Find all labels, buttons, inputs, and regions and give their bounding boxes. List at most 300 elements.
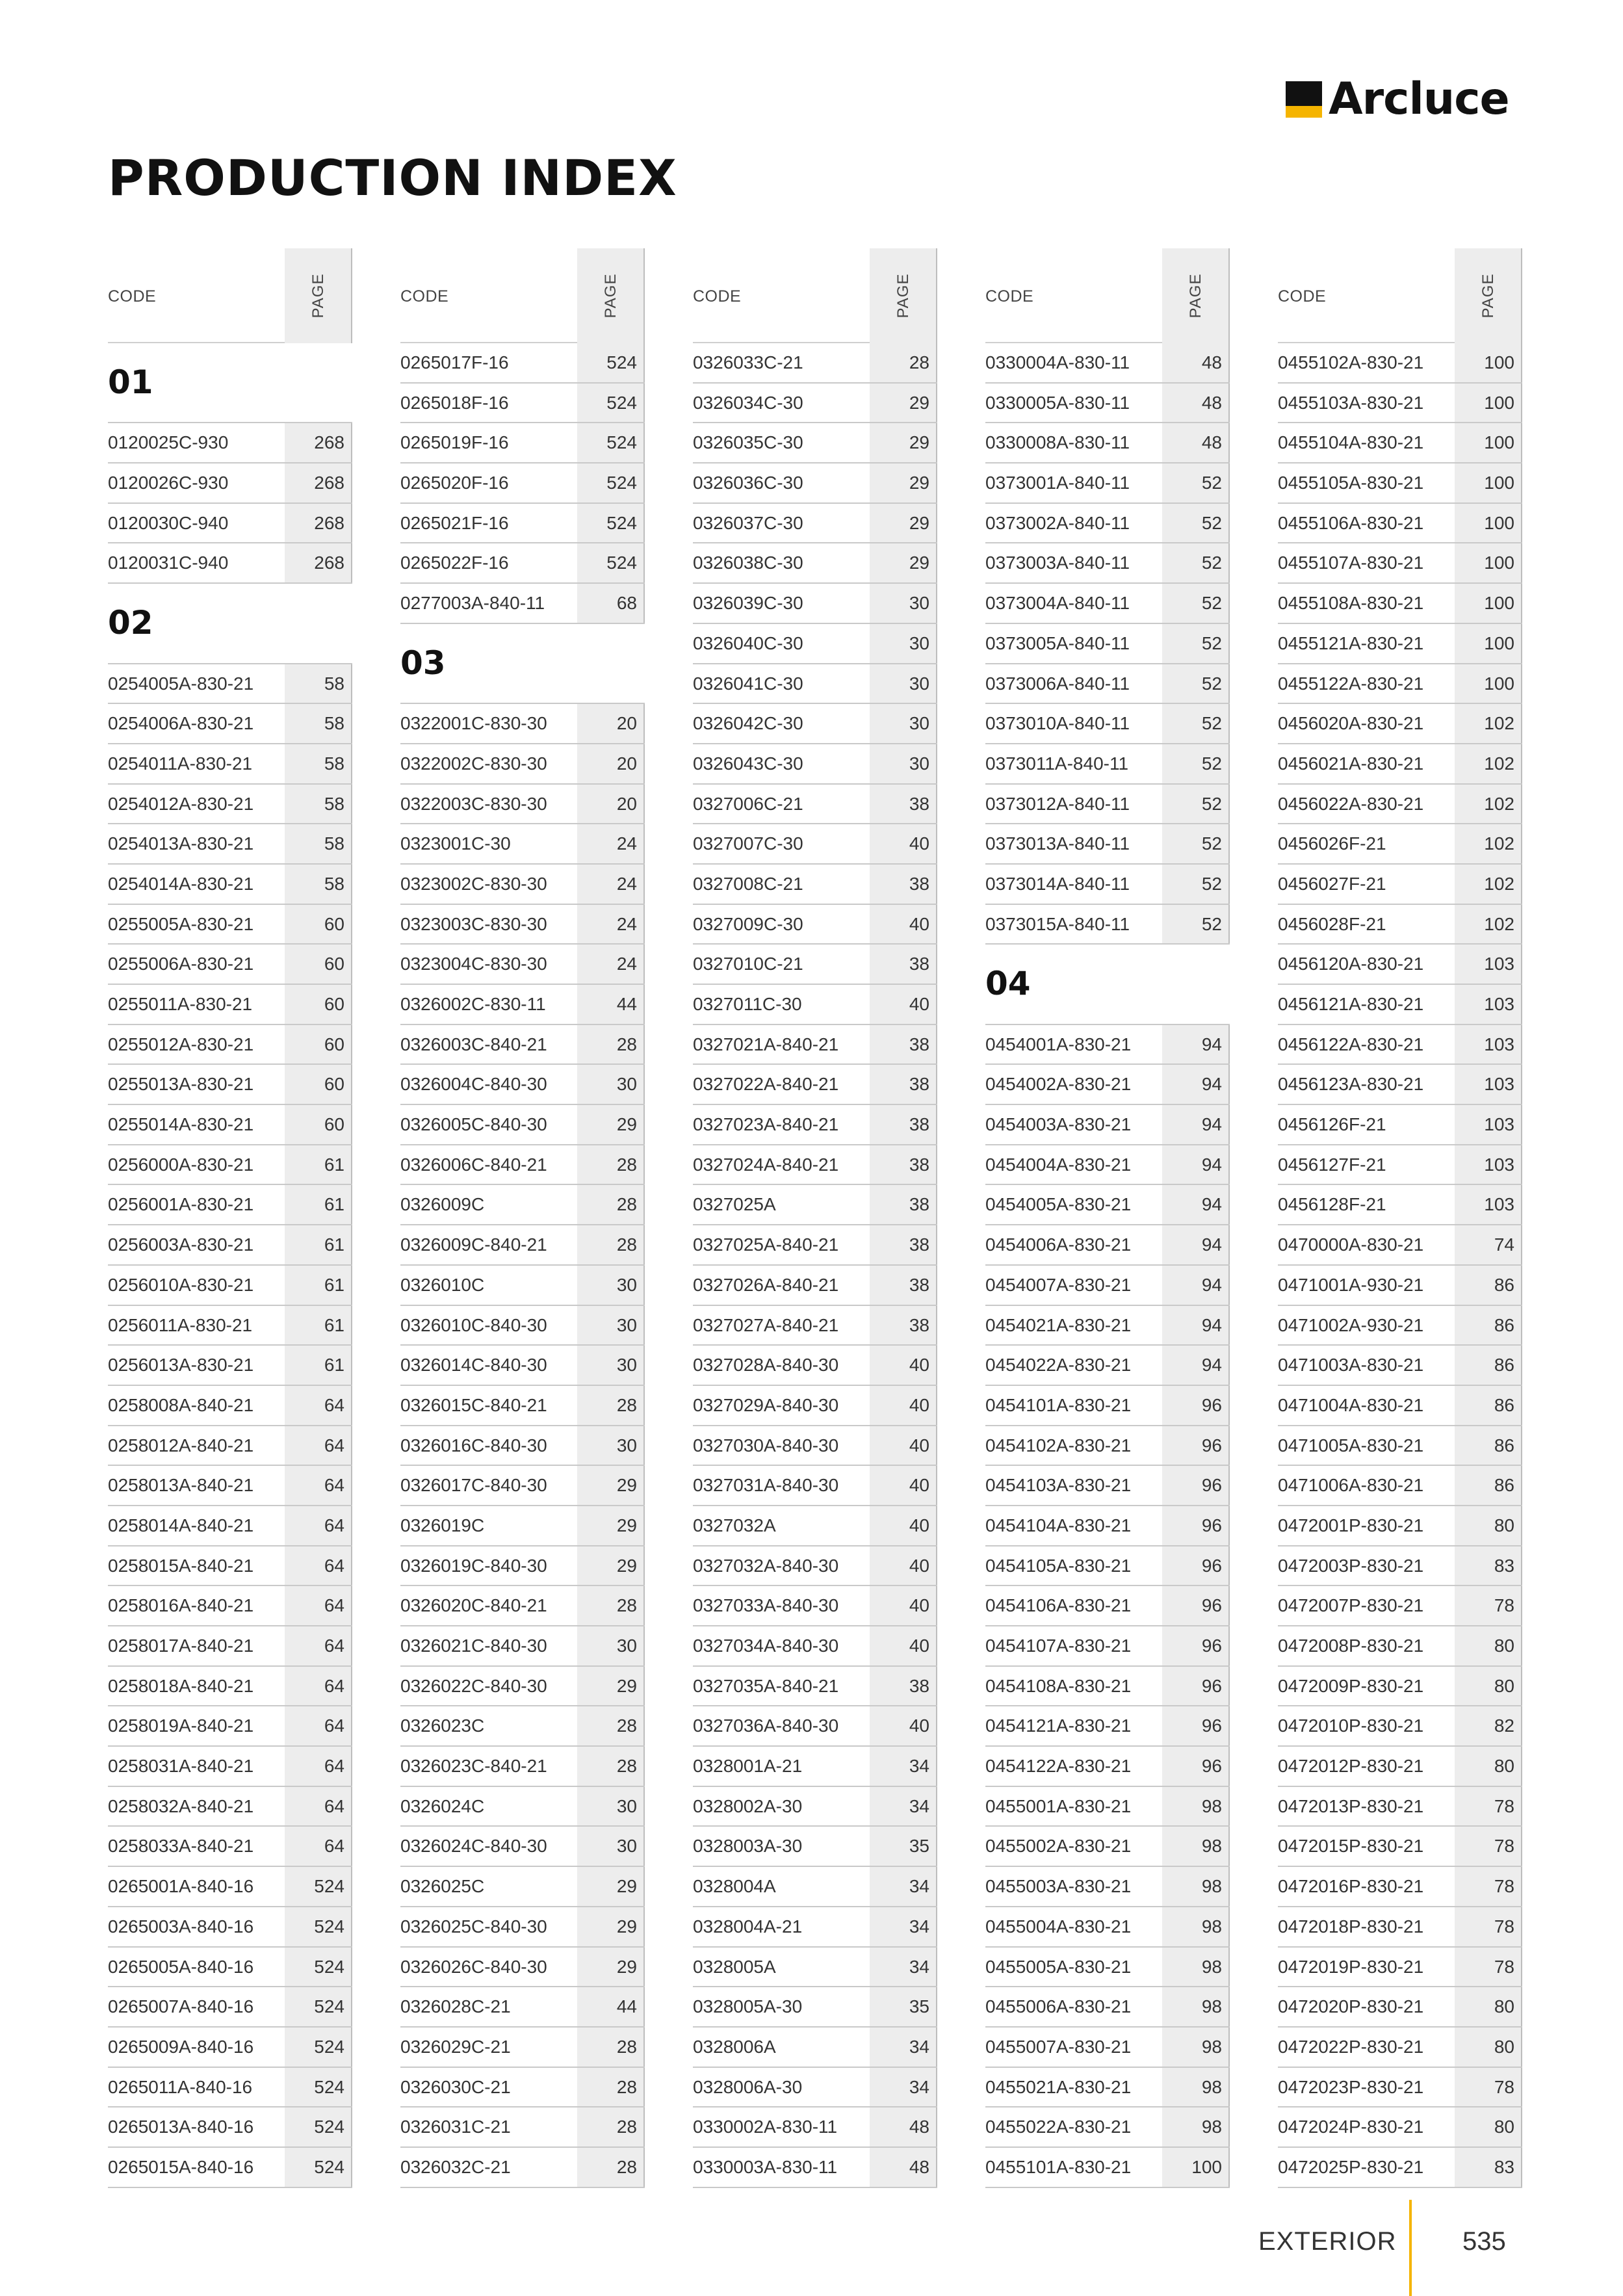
page-ref: 524 [577,463,645,502]
index-columns [108,248,1522,2196]
product-code: 0472012P-830-21 [1278,1756,1424,1777]
product-code: 0472022P-830-21 [1278,2036,1424,2057]
page-ref: 64 [285,1426,352,1465]
index-row [985,1787,1230,1827]
index-row [693,384,937,424]
page-header-label: PAGE [1479,273,1497,319]
page-ref: 38 [870,1025,937,1064]
page-ref: 30 [577,1626,645,1665]
product-code: 0327034A-840-30 [693,1636,839,1656]
index-rows [985,343,1230,2188]
product-code: 0455101A-830-21 [985,2156,1132,2177]
product-code: 0265001A-840-16 [108,1876,254,1897]
product-code: 0277003A-840-11 [400,593,545,614]
page-ref: 60 [285,945,352,984]
product-code: 0471003A-830-21 [1278,1355,1424,1376]
index-row [985,1145,1230,1186]
index-row [1278,865,1522,905]
page-header-label: PAGE [1187,273,1204,319]
page-ref: 103 [1455,1065,1522,1104]
product-code: 0326025C [400,1876,485,1897]
page-ref: 103 [1455,985,1522,1024]
product-code: 0327006C-21 [693,793,803,814]
index-row [108,2068,352,2108]
index-row [400,1667,645,1707]
page-ref: 52 [1162,785,1230,824]
page-ref: 78 [1455,1867,1522,1906]
product-code: 0456126F-21 [1278,1114,1386,1135]
index-row [985,1506,1230,1546]
page-ref: 94 [1162,1105,1230,1144]
page-ref: 102 [1455,865,1522,904]
page-ref: 98 [1162,2068,1230,2107]
index-row [693,463,937,504]
page-ref: 83 [1455,2148,1522,2187]
page-ref: 40 [870,1586,937,1625]
product-code: 0120026C-930 [108,473,229,493]
index-column-5 [1278,248,1522,2188]
product-code: 0471006A-830-21 [1278,1475,1424,1496]
page-ref: 38 [870,1105,937,1144]
index-row [1278,1787,1522,1827]
index-row [1278,1546,1522,1587]
index-row [985,664,1230,705]
page-ref: 78 [1455,1948,1522,1987]
page-ref: 103 [1455,1025,1522,1064]
product-code: 0472018P-830-21 [1278,1916,1424,1937]
product-code: 0326031C-21 [400,2117,511,2137]
product-code: 0373014A-840-11 [985,873,1130,894]
product-code: 0322001C-830-30 [400,713,547,734]
index-row [108,1306,352,1346]
index-row [400,1907,645,1948]
page-ref: 94 [1162,1266,1230,1305]
page-ref: 28 [577,1706,645,1745]
product-code: 0472008P-830-21 [1278,1636,1424,1656]
page-ref: 20 [577,704,645,743]
index-row [108,504,352,544]
index-row [108,2028,352,2068]
page-ref: 28 [577,1025,645,1064]
index-row [1278,1867,1522,1907]
page-ref: 28 [577,1185,645,1224]
product-code: 0326040C-30 [693,633,803,653]
product-code: 0327008C-21 [693,873,803,894]
product-code: 0328003A-30 [693,1836,803,1857]
brand-name: Arcluce [1329,73,1509,125]
product-code: 0258017A-840-21 [108,1636,254,1656]
page-ref: 86 [1455,1426,1522,1465]
page-ref: 98 [1162,1907,1230,1946]
page-ref: 28 [577,2028,645,2067]
page-ref: 64 [285,1506,352,1545]
page-ref: 96 [1162,1466,1230,1505]
index-row [108,1667,352,1707]
page-ref: 29 [577,1867,645,1906]
product-code: 0373013A-840-11 [985,833,1130,854]
index-row [985,1626,1230,1667]
product-code: 0456123A-830-21 [1278,1074,1424,1095]
page-ref: 268 [285,504,352,543]
page-ref: 268 [285,543,352,582]
product-code: 0120030C-940 [108,512,229,533]
page-ref: 98 [1162,1948,1230,1987]
index-row [985,1867,1230,1907]
index-row [400,384,645,424]
index-row [108,785,352,825]
product-code: 0326041C-30 [693,673,803,694]
page-ref: 78 [1455,2068,1522,2107]
column-header [693,248,937,343]
product-code: 0256000A-830-21 [108,1154,254,1175]
page-ref: 30 [577,1306,645,1345]
page-ref: 48 [870,2107,937,2146]
page-ref: 60 [285,1105,352,1144]
page-ref: 100 [1455,423,1522,462]
index-row [985,1706,1230,1747]
index-row [1278,624,1522,664]
product-code: 0454122A-830-21 [985,1756,1132,1777]
index-row [985,1667,1230,1707]
index-row [985,1466,1230,1506]
product-code: 0326017C-840-30 [400,1475,547,1496]
page-ref: 86 [1455,1266,1522,1305]
page-ref: 38 [870,1667,937,1706]
product-code: 0327009C-30 [693,913,803,934]
page-header [577,248,645,343]
product-code: 0328001A-21 [693,1756,803,1777]
logo-mark-icon [1286,81,1322,118]
page-ref: 524 [577,384,645,423]
page-ref: 94 [1162,1225,1230,1264]
index-row [693,1787,937,1827]
index-row [400,543,645,584]
product-code: 0256013A-830-21 [108,1355,254,1376]
index-row [985,1306,1230,1346]
index-row [693,1948,937,1988]
index-row [400,463,645,504]
page-ref: 28 [577,1586,645,1625]
page-ref: 80 [1455,2028,1522,2067]
page-ref: 29 [577,1105,645,1144]
page-ref: 82 [1455,1706,1522,1745]
index-row [400,1065,645,1105]
product-code: 0326042C-30 [693,713,803,734]
product-code: 0265007A-840-16 [108,1996,254,2017]
page-ref: 80 [1455,1626,1522,1665]
product-code: 0455004A-830-21 [985,1916,1132,1937]
product-code: 0326032C-21 [400,2156,511,2177]
product-code: 0265022F-16 [400,553,509,573]
index-row [985,624,1230,664]
index-row [1278,704,1522,744]
page-ref: 28 [577,2068,645,2107]
page-ref: 78 [1455,1907,1522,1946]
page-ref: 103 [1455,1145,1522,1184]
index-row [108,1065,352,1105]
product-code: 0455108A-830-21 [1278,593,1424,614]
page-ref: 20 [577,744,645,783]
product-code: 0323002C-830-30 [400,873,547,894]
product-code: 0326037C-30 [693,512,803,533]
page-ref: 52 [1162,584,1230,623]
column-header [108,248,352,343]
index-row [693,1426,937,1467]
product-code: 0373015A-840-11 [985,913,1130,934]
page-ref: 524 [285,2148,352,2187]
index-row [1278,1025,1522,1065]
product-code: 0328004A-21 [693,1916,803,1937]
product-code: 0454103A-830-21 [985,1475,1132,1496]
index-row [400,1025,645,1065]
product-code: 0326010C-840-30 [400,1314,547,1335]
product-code: 0330003A-830-11 [693,2156,838,2177]
page-ref: 61 [285,1266,352,1305]
product-code: 0327011C-30 [693,994,802,1014]
page-ref: 30 [577,1426,645,1465]
index-row [400,1306,645,1346]
product-code: 0326028C-21 [400,1996,511,2017]
page-ref: 102 [1455,704,1522,743]
page-ref: 103 [1455,1185,1522,1224]
product-code: 0326003C-840-21 [400,1034,547,1054]
index-row [1278,1506,1522,1546]
page-ref: 52 [1162,905,1230,944]
page-ref: 34 [870,1867,937,1906]
page-ref: 86 [1455,1386,1522,1425]
product-code: 0470000A-830-21 [1278,1234,1424,1255]
product-code: 0455102A-830-21 [1278,352,1424,372]
index-row [985,865,1230,905]
index-row [1278,1065,1522,1105]
page-ref: 100 [1455,624,1522,663]
index-row [400,1586,645,1626]
product-code: 0323004C-830-30 [400,954,547,974]
page-ref: 98 [1162,1827,1230,1866]
index-rows [1278,343,1522,2188]
product-code: 0455022A-830-21 [985,2117,1132,2137]
index-row [985,1185,1230,1225]
product-code: 0328006A-30 [693,2076,803,2097]
index-row [693,985,937,1025]
page-ref: 30 [577,1827,645,1866]
page-ref: 98 [1162,1987,1230,2026]
page-ref: 100 [1455,504,1522,543]
page-ref: 58 [285,824,352,863]
product-code: 0455003A-830-21 [985,1876,1132,1897]
product-code: 0455005A-830-21 [985,1956,1132,1977]
page-ref: 58 [285,865,352,904]
index-row [1278,1426,1522,1467]
page-ref: 96 [1162,1706,1230,1745]
page-header [1162,248,1230,343]
index-row [693,1907,937,1948]
index-row [693,1987,937,2028]
index-column-4 [985,248,1230,2188]
page-ref: 86 [1455,1306,1522,1345]
page-ref: 29 [870,504,937,543]
product-code: 0323003C-830-30 [400,913,547,934]
page-ref: 34 [870,2068,937,2107]
index-row [985,1987,1230,2028]
product-code: 0326006C-840-21 [400,1154,547,1175]
product-code: 0471002A-930-21 [1278,1314,1424,1335]
index-row [1278,2107,1522,2148]
index-row [400,1867,645,1907]
page-ref: 80 [1455,2107,1522,2146]
product-code: 0255014A-830-21 [108,1114,254,1135]
product-code: 0265013A-840-16 [108,2117,254,2137]
index-row [400,1185,645,1225]
product-code: 0326019C [400,1515,485,1535]
code-header: CODE [693,287,742,306]
page-ref: 29 [870,543,937,582]
section-number: 03 [400,644,446,682]
index-row [985,824,1230,865]
product-code: 0256003A-830-21 [108,1234,254,1255]
page-ref: 34 [870,1907,937,1946]
index-row [693,1065,937,1105]
page-ref: 100 [1455,664,1522,703]
product-code: 0255012A-830-21 [108,1034,254,1054]
product-code: 0326015C-840-21 [400,1394,547,1415]
page-ref: 98 [1162,2107,1230,2146]
product-code: 0455002A-830-21 [985,1836,1132,1857]
index-row [693,1466,937,1506]
index-row [108,2107,352,2148]
index-row [400,1827,645,1867]
index-row [400,865,645,905]
product-code: 0326004C-840-30 [400,1074,547,1095]
page-ref: 38 [870,1065,937,1104]
index-row [108,1266,352,1306]
index-row [400,704,645,744]
product-code: 0373002A-840-11 [985,512,1130,533]
index-row [400,1506,645,1546]
page-ref: 98 [1162,1867,1230,1906]
index-row [693,343,937,384]
product-code: 0265005A-840-16 [108,1956,254,1977]
page-ref: 48 [1162,384,1230,423]
page-ref: 40 [870,1506,937,1545]
product-code: 0328002A-30 [693,1795,803,1816]
page-ref: 28 [577,1747,645,1786]
index-row [693,1346,937,1386]
index-row [985,1426,1230,1467]
index-row [108,744,352,785]
index-row [693,824,937,865]
index-row [1278,1827,1522,1867]
product-code: 0323001C-30 [400,833,511,854]
page-ref: 58 [285,664,352,703]
index-row [108,1626,352,1667]
page-ref: 100 [1455,384,1522,423]
page-ref: 96 [1162,1586,1230,1625]
index-row [400,343,645,384]
product-code: 0456122A-830-21 [1278,1034,1424,1054]
page-ref: 48 [1162,423,1230,462]
page-ref: 38 [870,1145,937,1184]
index-row [108,1586,352,1626]
index-row [400,1948,645,1988]
page-ref: 52 [1162,624,1230,663]
product-code: 0265011A-840-16 [108,2076,253,2097]
page-ref: 524 [285,1987,352,2026]
product-code: 0472003P-830-21 [1278,1555,1424,1576]
index-row [108,905,352,945]
index-row [1278,905,1522,945]
index-row [693,865,937,905]
product-code: 0454006A-830-21 [985,1234,1132,1255]
page-ref: 52 [1162,824,1230,863]
product-code: 0326036C-30 [693,473,803,493]
page-ref: 64 [285,1706,352,1745]
index-row [108,824,352,865]
product-code: 0265018F-16 [400,392,509,413]
product-code: 0456128F-21 [1278,1194,1386,1215]
page-ref: 34 [870,2028,937,2067]
page-ref: 74 [1455,1225,1522,1264]
product-code: 0120031C-940 [108,553,229,573]
page-ref: 78 [1455,1586,1522,1625]
index-row [400,1706,645,1747]
page-ref: 80 [1455,1987,1522,2026]
index-row [400,504,645,544]
column-header [1278,248,1522,343]
page-ref: 34 [870,1787,937,1826]
page-ref: 35 [870,1987,937,2026]
product-code: 0326020C-840-21 [400,1595,547,1616]
product-code: 0455105A-830-21 [1278,473,1424,493]
index-row [985,1065,1230,1105]
page-header [285,248,352,343]
product-code: 0327021A-840-21 [693,1034,839,1054]
index-row [108,1787,352,1827]
page-ref: 268 [285,463,352,502]
page-ref: 96 [1162,1626,1230,1665]
index-row [1278,384,1522,424]
page-ref: 78 [1455,1787,1522,1826]
page-ref: 98 [1162,1787,1230,1826]
page-ref: 38 [870,865,937,904]
product-code: 0472016P-830-21 [1278,1876,1424,1897]
index-row [400,584,645,624]
index-row [108,2148,352,2188]
page-ref: 60 [285,985,352,1024]
page-ref: 29 [870,463,937,502]
product-code: 0255005A-830-21 [108,913,254,934]
product-code: 0258033A-840-21 [108,1836,254,1857]
product-code: 0472020P-830-21 [1278,1996,1424,2017]
page-ref: 64 [285,1827,352,1866]
product-code: 0373001A-840-11 [985,473,1130,493]
page-ref: 52 [1162,744,1230,783]
index-row [400,905,645,945]
product-code: 0454108A-830-21 [985,1675,1132,1696]
index-row [693,704,937,744]
product-code: 0456027F-21 [1278,873,1386,894]
product-code: 0328005A-30 [693,1996,803,2017]
product-code: 0265015A-840-16 [108,2156,254,2177]
product-code: 0373004A-840-11 [985,593,1130,614]
product-code: 0327032A-840-30 [693,1555,839,1576]
product-code: 0327025A-840-21 [693,1234,839,1255]
page-ref: 61 [285,1346,352,1385]
page-ref: 80 [1455,1667,1522,1706]
product-code: 0326039C-30 [693,593,803,614]
page-ref: 86 [1455,1466,1522,1505]
page-ref: 98 [1162,2028,1230,2067]
